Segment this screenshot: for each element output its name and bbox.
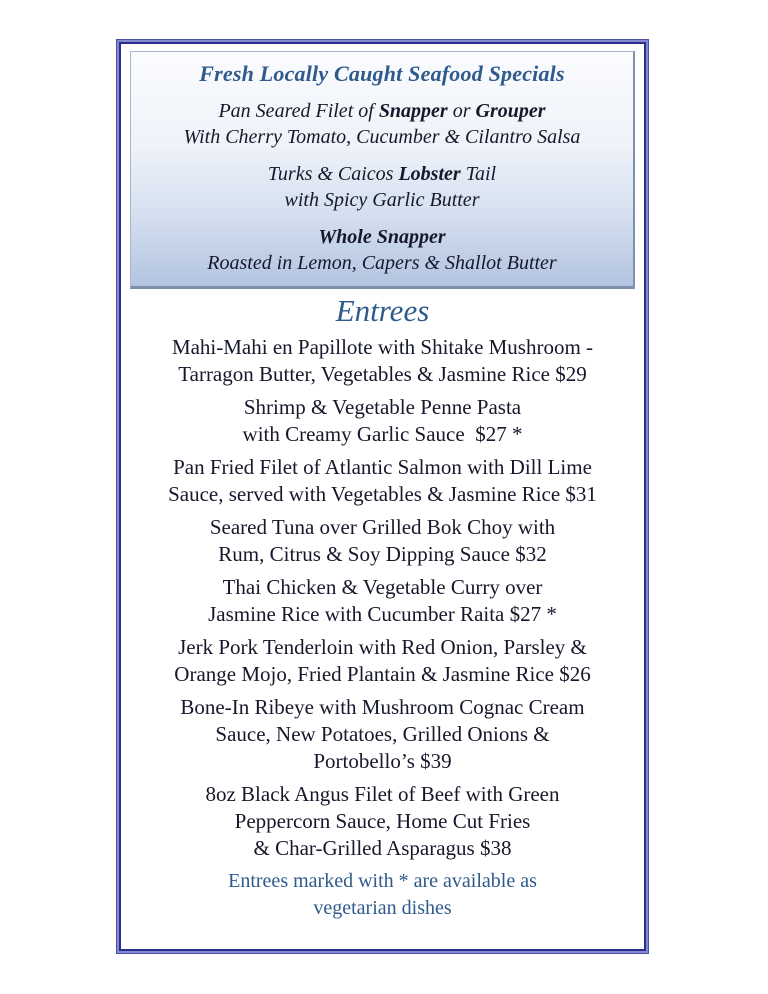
special-item-line: With Cherry Tomato, Cucumber & Cilantro Salsa <box>183 126 581 148</box>
entree-item: Jerk Pork Tenderloin with Red Onion, Parsley & Orange Mojo, Fried Plantain & Jasmine Rice $26 <box>174 635 591 686</box>
menu-page-border-mid <box>117 40 648 953</box>
entrees-footnote: Entrees marked with * are available as vegetarian dishes <box>228 870 537 919</box>
entree-item: Bone-In Ribeye with Mushroom Cognac Cream Sauce, New Potatoes, Grilled Onions & Portobello’s $39 <box>180 695 585 773</box>
special-item-line: Roasted in Lemon, Capers & Shallot Butter <box>207 252 557 274</box>
special-item-line: Pan Seared Filet of Snapper or Grouper <box>218 100 546 122</box>
seafood-specials-box <box>130 51 635 289</box>
seafood-specials-title: Fresh Locally Caught Seafood Specials <box>199 61 565 86</box>
menu-page-border <box>116 39 649 954</box>
entree-item: Thai Chicken & Vegetable Curry over Jasmine Rice with Cucumber Raita $27 * <box>208 575 557 626</box>
special-item <box>135 161 629 213</box>
special-item-line: Whole Snapper <box>318 226 446 248</box>
entree-item: Shrimp & Vegetable Penne Pasta with Creamy Garlic Sauce $27 * <box>242 395 523 446</box>
special-item <box>135 98 629 150</box>
entree-items <box>130 334 635 862</box>
entrees-section <box>130 289 635 922</box>
entree-item: 8oz Black Angus Filet of Beef with Green Peppercorn Sauce, Home Cut Fries & Char-Grilled Asparagus $38 <box>205 782 560 860</box>
entree-item: Pan Fried Filet of Atlantic Salmon with Dill Lime Sauce, served with Vegetables & Jasmine Rice $31 <box>168 455 597 506</box>
menu-page <box>119 42 646 951</box>
entrees-title: Entrees <box>335 293 430 328</box>
special-item-line: with Spicy Garlic Butter <box>284 189 480 211</box>
entree-item: Seared Tuna over Grilled Bok Choy with Rum, Citrus & Soy Dipping Sauce $32 <box>209 515 556 566</box>
special-item <box>135 224 629 276</box>
entree-item: Mahi-Mahi en Papillote with Shitake Mushroom - Tarragon Butter, Vegetables & Jasmine Rice $29 <box>171 335 594 386</box>
specials-items <box>135 98 629 276</box>
special-item-line: Turks & Caicos Lobster Tail <box>267 163 497 185</box>
